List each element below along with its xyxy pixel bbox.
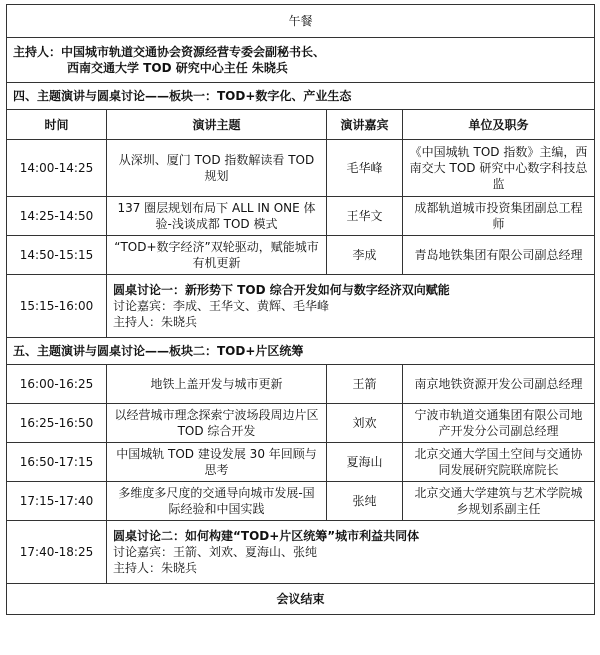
- lunch-row: [7, 5, 595, 38]
- table-row: [7, 482, 595, 521]
- roundtable-1-title: 圆桌讨论一：新形势下 TOD 综合开发如何与数字经济双向赋能: [113, 283, 450, 297]
- section-4-row: [7, 83, 595, 110]
- roundtable-1-time: 15:15-16:00: [7, 275, 107, 338]
- table-row: [7, 443, 595, 482]
- header-row: [7, 110, 595, 140]
- session-topic: 中国城轨 TOD 建设发展 30 年回顾与思考: [107, 443, 327, 482]
- session-topic: 以经营城市理念探索宁波场段周边片区 TOD 综合开发: [107, 404, 327, 443]
- table-row: [7, 365, 595, 404]
- session-org: 南京地铁资源开发公司副总经理: [403, 365, 595, 404]
- roundtable-2-host: 主持人：朱晓兵: [113, 561, 198, 575]
- roundtable-1-host: 主持人：朱晓兵: [113, 315, 198, 329]
- roundtable-2-details: [107, 521, 595, 584]
- session-time: 17:15-17:40: [7, 482, 107, 521]
- end-row: [7, 584, 595, 615]
- header-speaker: 演讲嘉宾: [327, 110, 403, 140]
- session-org: 成都轨道城市投资集团副总工程师: [403, 197, 595, 236]
- roundtable-2-title: 圆桌讨论二：如何构建“TOD+片区统筹”城市利益共同体: [113, 529, 420, 543]
- section-5-row: [7, 338, 595, 365]
- session-topic: “TOD+数字经济”双轮驱动，赋能城市有机更新: [107, 236, 327, 275]
- roundtable-1-guests: 讨论嘉宾：李成、王华文、黄辉、毛华峰: [113, 299, 330, 313]
- section-4-title: 四、主题演讲与圆桌讨论——板块一：TOD+数字化、产业生态: [7, 83, 595, 110]
- lunch-label: 午餐: [7, 5, 595, 38]
- roundtable-1-details: [107, 275, 595, 338]
- session-org: 青岛地铁集团有限公司副总经理: [403, 236, 595, 275]
- host-line-2: 西南交通大学 TOD 研究中心主任 朱晓兵: [67, 61, 288, 75]
- table-row: [7, 140, 595, 197]
- session-time: 16:50-17:15: [7, 443, 107, 482]
- meeting-end-label: 会议结束: [7, 584, 595, 615]
- session-speaker: 张纯: [327, 482, 403, 521]
- section-5-title: 五、主题演讲与圆桌讨论——板块二：TOD+片区统筹: [7, 338, 595, 365]
- session-topic: 多维度多尺度的交通导向城市发展-国际经验和中国实践: [107, 482, 327, 521]
- session-speaker: 刘欢: [327, 404, 403, 443]
- session-time: 14:50-15:15: [7, 236, 107, 275]
- session-topic: 137 圈层规划布局下 ALL IN ONE 体验-浅谈成都 TOD 模式: [107, 197, 327, 236]
- session-org: 宁波市轨道交通集团有限公司地产开发分公司副总经理: [403, 404, 595, 443]
- session-time: 16:00-16:25: [7, 365, 107, 404]
- session-speaker: 李成: [327, 236, 403, 275]
- table-row: [7, 197, 595, 236]
- session-org: 北京交通大学建筑与艺术学院城乡规划系副主任: [403, 482, 595, 521]
- header-time: 时间: [7, 110, 107, 140]
- session-org: 北京交通大学国土空间与交通协同发展研究院联席院长: [403, 443, 595, 482]
- session-speaker: 王箭: [327, 365, 403, 404]
- session-speaker: 毛华峰: [327, 140, 403, 197]
- table-row: [7, 236, 595, 275]
- header-org: 单位及职务: [403, 110, 595, 140]
- host-info: [7, 38, 595, 83]
- header-topic: 演讲主题: [107, 110, 327, 140]
- session-topic: 地铁上盖开发与城市更新: [107, 365, 327, 404]
- session-time: 14:00-14:25: [7, 140, 107, 197]
- session-time: 14:25-14:50: [7, 197, 107, 236]
- session-speaker: 夏海山: [327, 443, 403, 482]
- session-topic: 从深圳、厦门 TOD 指数解读看 TOD 规划: [107, 140, 327, 197]
- table-row: [7, 404, 595, 443]
- session-speaker: 王华文: [327, 197, 403, 236]
- session-org: 《中国城轨 TOD 指数》主编，西南交大 TOD 研究中心数字科技总监: [403, 140, 595, 197]
- roundtable-2-guests: 讨论嘉宾：王箭、刘欢、夏海山、张纯: [113, 545, 318, 559]
- agenda-table: [6, 4, 595, 615]
- roundtable-2-row: [7, 521, 595, 584]
- host-line-1: 主持人：中国城市轨道交通协会资源经营专委会副秘书长、: [13, 45, 326, 59]
- roundtable-2-time: 17:40-18:25: [7, 521, 107, 584]
- host-row: [7, 38, 595, 83]
- roundtable-1-row: [7, 275, 595, 338]
- session-time: 16:25-16:50: [7, 404, 107, 443]
